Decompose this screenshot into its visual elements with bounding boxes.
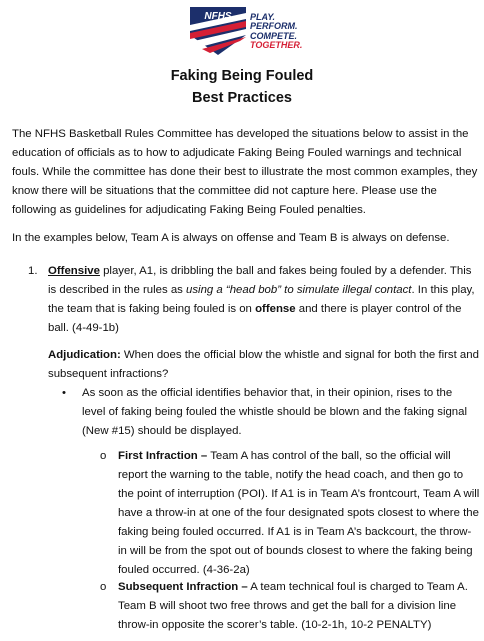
logo-brand: NFHS	[204, 11, 232, 22]
subsequent-infraction-body: A team technical foul is charged to Team A. Team B will shoot two free throws and get the ball for a division line throw-in opposite the scorer’s table. (10-2-1h, 10-2 PENALTY)	[118, 581, 468, 631]
sub-marker: o	[100, 450, 107, 462]
first-infraction-label: First Infraction –	[118, 450, 208, 462]
document-subtitle: Best Practices	[192, 90, 292, 106]
logo-tagline-1: PLAY.	[250, 12, 276, 22]
item-1-text-c: and there is player control of the ball. (4-49-1b)	[48, 303, 462, 334]
offensive-label: Offensive	[48, 265, 100, 277]
item-1-offense: offense	[255, 303, 296, 315]
item-1-text-a: player, A1, is dribbling the ball and fakes being fouled by a defender. This is described in the rules as	[48, 265, 472, 296]
adjudication-label: Adjudication:	[48, 349, 121, 361]
logo-tagline-2: PERFORM.	[250, 21, 298, 32]
subsequent-infraction-label: Subsequent Infraction –	[118, 581, 248, 593]
document-title: Faking Being Fouled	[170, 68, 314, 84]
logo-tagline	[250, 13, 302, 51]
first-infraction-text	[118, 447, 480, 580]
bullet-text: As soon as the official identifies behavior that, in their opinion, rises to the level of faking being fouled the whistle should be blown and the faking signal (New #15) should be displayed.	[82, 387, 468, 437]
logo-tagline-4: TOGETHER.	[250, 40, 303, 51]
item-number: 1.	[28, 265, 38, 277]
item-1-text	[48, 262, 480, 338]
intro-paragraph: The NFHS Basketball Rules Committee has developed the situations below to assist in the education of officials as to how to adjudicate Faking Being Fouled warnings and technical fouls. While the committee has done their best to illustrate the most common examples, they know there will be situations that the committee did not capture here. Please use the following as guidelines for adjudicating Faking Being Fouled penalties.	[12, 128, 478, 216]
first-infraction-body: Team A has control of the ball, so the official will report the warning to the table, notify the head coach, and then go to the point of interruption (POI). If A1 is in Team A’s frontcourt, Team A will have a throw-in at one of the four designated spots closest to where the faking being fouled occurred. If A1 is in Team A’s backcourt, the throw-in will be from the spot out of bounds closest to where the faking being fouled occurred. (4-36-2a)	[118, 450, 480, 576]
sub-marker: o	[100, 581, 107, 593]
subsequent-infraction-text	[118, 578, 480, 635]
adjudication-question: When does the official blow the whistle and signal for both the first and subsequent infractions?	[48, 349, 479, 380]
logo-tagline-3: COMPETE.	[250, 30, 298, 41]
item-1-quote: using a “head bob” to simulate illegal contact	[186, 284, 412, 296]
bullet-marker: •	[62, 387, 66, 399]
adjudication-text	[48, 346, 480, 384]
item-1-text-b: . In this play, the team that is faking being fouled is on	[48, 284, 475, 315]
context-paragraph: In the examples below, Team A is always on offense and Team B is always on defense.	[12, 232, 450, 244]
